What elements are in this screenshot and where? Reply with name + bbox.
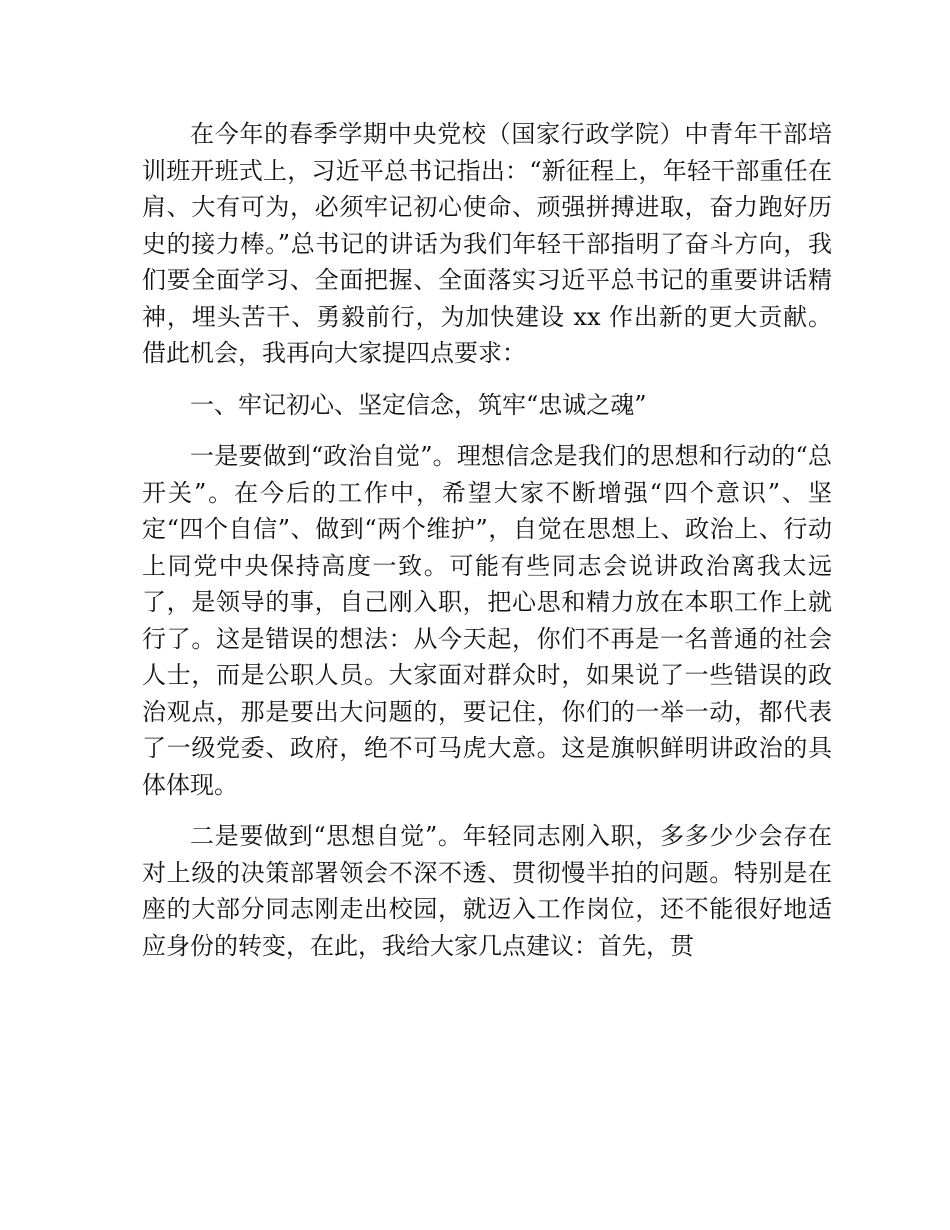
section-heading-1: 一、牢记初心、坚定信念，筑牢“忠诚之魂” bbox=[190, 390, 647, 419]
paragraph-political-awareness: 一是要做到“政治自觉”。理想信念是我们的思想和行动的“总开关”。在今后的工作中，希望大家不断增强“四个意识”、坚定“四个自信”、做到“两个维护”，自觉在思想上、政治上、行动上同党中央保持高度一致。可能有些同志会说讲政治离我太远了，是领导的事，自己刚入职，把心思和精力放在本职工作上就行了。这是错误的想法：从今天起，你们不再是一名普通的社会人士，而是公职人员。大家面对群众时，如果说了一些错误的政治观点，那是要出大问题的，要记住，你们的一举一动，都代表了一级党委、政府，绝不可马虎大意。这是旗帜鲜明讲政治的具体体现。 bbox=[142, 442, 832, 799]
document-body bbox=[142, 116, 832, 964]
paragraph-intro: 在今年的春季学期中央党校（国家行政学院）中青年干部培训班开班式上，习近平总书记指出：“新征程上，年轻干部重任在肩、大有可为，必须牢记初心使命、顽强拼搏进取，奋力跑好历史的接力棒。”总书记的讲话为我们年轻干部指明了奋斗方向，我们要全面学习、全面把握、全面落实习近平总书记的重要讲话精神，埋头苦干、勇毅前行，为加快建设 xx 作出新的更大贡献。借此机会，我再向大家提四点要求： bbox=[142, 120, 832, 367]
paragraph-ideological-awareness: 二是要做到“思想自觉”。年轻同志刚入职，多多少少会存在对上级的决策部署领会不深不透、贯彻慢半拍的问题。特别是在座的大部分同志刚走出校园，就迈入工作岗位，还不能很好地适应身份的转变，在此，我给大家几点建议：首先，贯 bbox=[142, 822, 832, 960]
